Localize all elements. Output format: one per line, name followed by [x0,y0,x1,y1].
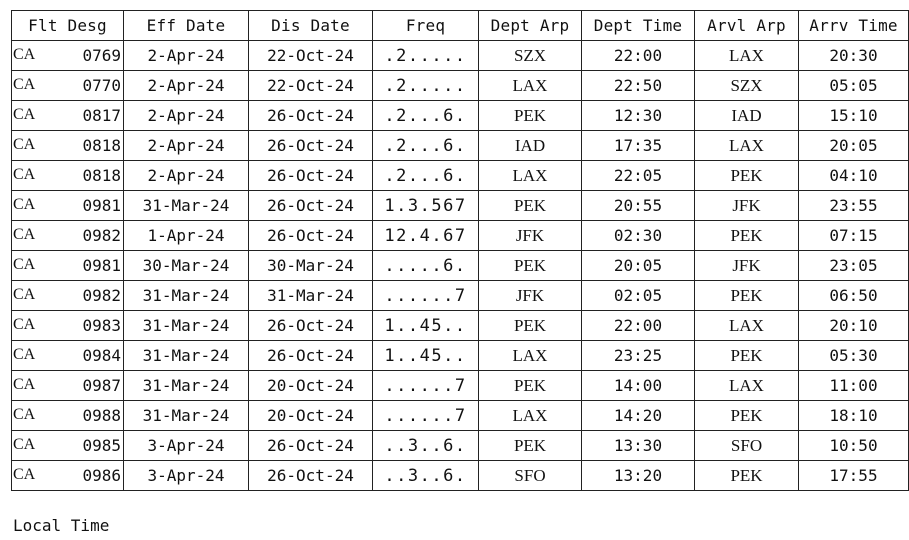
table-row [12,71,909,101]
flight-number: 0769 [82,46,121,65]
cell-arvl-arp: PEK [695,221,799,251]
table-row [12,101,909,131]
cell-arvl-arp: LAX [695,131,799,161]
carrier-code: CA [13,406,36,423]
flight-number: 0985 [82,436,121,455]
cell-dept-time: 14:00 [582,371,695,401]
cell-dept-arp: PEK [479,101,582,131]
cell-arvl-arp: SZX [695,71,799,101]
cell-dept-arp: SZX [479,41,582,71]
cell-arrv-time: 15:10 [799,101,909,131]
cell-dis-date: 26-Oct-24 [249,161,373,191]
cell-dis-date: 26-Oct-24 [249,431,373,461]
flight-number: 0817 [82,106,121,125]
flight-number: 0986 [82,466,121,485]
carrier-code: CA [13,466,36,483]
cell-arrv-time: 23:55 [799,191,909,221]
carrier-code: CA [13,196,36,213]
cell-dept-time: 13:20 [582,461,695,491]
cell-dept-time: 20:55 [582,191,695,221]
cell-arvl-arp: PEK [695,161,799,191]
cell-eff-date: 31-Mar-24 [124,341,249,371]
cell-freq: ..3..6. [373,431,479,461]
flight-number: 0984 [82,346,121,365]
flight-number: 0982 [82,286,121,305]
flight-number: 0988 [82,406,121,425]
flight-schedule-table [11,10,909,491]
cell-arrv-time: 04:10 [799,161,909,191]
cell-freq: ......7 [373,281,479,311]
cell-arvl-arp: LAX [695,41,799,71]
cell-arvl-arp: PEK [695,401,799,431]
cell-arvl-arp: JFK [695,251,799,281]
cell-dept-arp: LAX [479,401,582,431]
carrier-code: CA [13,376,36,393]
cell-eff-date: 31-Mar-24 [124,371,249,401]
header-freq: Freq [373,11,479,41]
flight-number: 0987 [82,376,121,395]
cell-freq: .2...6. [373,131,479,161]
cell-arrv-time: 06:50 [799,281,909,311]
cell-dept-time: 13:30 [582,431,695,461]
cell-dept-time: 20:05 [582,251,695,281]
cell-arvl-arp: PEK [695,281,799,311]
cell-arrv-time: 05:30 [799,341,909,371]
cell-freq: .2...6. [373,101,479,131]
cell-eff-date: 2-Apr-24 [124,161,249,191]
cell-freq: ......7 [373,401,479,431]
cell-eff-date: 31-Mar-24 [124,281,249,311]
cell-eff-date: 2-Apr-24 [124,131,249,161]
cell-dis-date: 26-Oct-24 [249,221,373,251]
cell-dept-arp: IAD [479,131,582,161]
flight-number: 0770 [82,76,121,95]
cell-freq: .2..... [373,41,479,71]
cell-freq: ..3..6. [373,461,479,491]
cell-dept-arp: JFK [479,281,582,311]
cell-freq: .....6. [373,251,479,281]
cell-dept-time: 02:05 [582,281,695,311]
cell-flt-desg [12,251,124,281]
cell-arrv-time: 05:05 [799,71,909,101]
header-eff-date: Eff Date [124,11,249,41]
cell-dis-date: 26-Oct-24 [249,341,373,371]
cell-dept-time: 22:00 [582,41,695,71]
cell-dept-arp: LAX [479,341,582,371]
cell-freq: .2..... [373,71,479,101]
cell-flt-desg [12,101,124,131]
table-row [12,41,909,71]
cell-eff-date: 2-Apr-24 [124,71,249,101]
cell-dept-time: 17:35 [582,131,695,161]
flight-number: 0818 [82,166,121,185]
cell-dept-arp: JFK [479,221,582,251]
cell-flt-desg [12,161,124,191]
cell-dis-date: 26-Oct-24 [249,191,373,221]
cell-arrv-time: 20:30 [799,41,909,71]
cell-dept-time: 12:30 [582,101,695,131]
cell-flt-desg [12,41,124,71]
cell-flt-desg [12,461,124,491]
cell-arvl-arp: LAX [695,371,799,401]
carrier-code: CA [13,76,36,93]
cell-dept-time: 22:00 [582,311,695,341]
cell-eff-date: 2-Apr-24 [124,101,249,131]
cell-flt-desg [12,311,124,341]
cell-eff-date: 1-Apr-24 [124,221,249,251]
cell-arrv-time: 20:05 [799,131,909,161]
carrier-code: CA [13,346,36,363]
cell-eff-date: 2-Apr-24 [124,41,249,71]
cell-flt-desg [12,71,124,101]
cell-arrv-time: 17:55 [799,461,909,491]
cell-dept-time: 22:50 [582,71,695,101]
cell-flt-desg [12,221,124,251]
cell-flt-desg [12,341,124,371]
table-row [12,341,909,371]
cell-eff-date: 3-Apr-24 [124,461,249,491]
cell-flt-desg [12,281,124,311]
cell-dis-date: 30-Mar-24 [249,251,373,281]
cell-arvl-arp: PEK [695,461,799,491]
cell-eff-date: 31-Mar-24 [124,401,249,431]
flight-number: 0983 [82,316,121,335]
cell-freq: .2...6. [373,161,479,191]
header-dept-time: Dept Time [582,11,695,41]
carrier-code: CA [13,46,36,63]
cell-dis-date: 20-Oct-24 [249,401,373,431]
cell-dept-arp: PEK [479,371,582,401]
carrier-code: CA [13,436,36,453]
flight-number: 0981 [82,196,121,215]
table-row [12,461,909,491]
cell-arrv-time: 23:05 [799,251,909,281]
cell-arvl-arp: LAX [695,311,799,341]
header-flt-desg: Flt Desg [12,11,124,41]
cell-dept-time: 22:05 [582,161,695,191]
table-row [12,431,909,461]
cell-arvl-arp: PEK [695,341,799,371]
cell-dis-date: 26-Oct-24 [249,461,373,491]
cell-dept-arp: LAX [479,161,582,191]
cell-dis-date: 26-Oct-24 [249,101,373,131]
flight-number: 0981 [82,256,121,275]
cell-dept-arp: PEK [479,311,582,341]
cell-eff-date: 30-Mar-24 [124,251,249,281]
cell-freq: ......7 [373,371,479,401]
table-row [12,131,909,161]
table-row [12,311,909,341]
cell-arvl-arp: JFK [695,191,799,221]
cell-dept-time: 02:30 [582,221,695,251]
carrier-code: CA [13,316,36,333]
cell-eff-date: 31-Mar-24 [124,191,249,221]
cell-dept-time: 14:20 [582,401,695,431]
cell-dis-date: 22-Oct-24 [249,41,373,71]
carrier-code: CA [13,256,36,273]
cell-eff-date: 3-Apr-24 [124,431,249,461]
cell-freq: 1..45.. [373,341,479,371]
table-row [12,221,909,251]
carrier-code: CA [13,136,36,153]
table-row [12,281,909,311]
cell-flt-desg [12,401,124,431]
carrier-code: CA [13,286,36,303]
cell-arrv-time: 20:10 [799,311,909,341]
table-header-row [12,11,909,41]
cell-eff-date: 31-Mar-24 [124,311,249,341]
cell-dept-arp: LAX [479,71,582,101]
flight-number: 0818 [82,136,121,155]
header-arrv-time: Arrv Time [799,11,909,41]
table-row [12,251,909,281]
cell-dis-date: 26-Oct-24 [249,311,373,341]
cell-freq: 12.4.67 [373,221,479,251]
cell-arrv-time: 11:00 [799,371,909,401]
cell-arrv-time: 18:10 [799,401,909,431]
cell-freq: 1.3.567 [373,191,479,221]
cell-arrv-time: 07:15 [799,221,909,251]
header-arvl-arp: Arvl Arp [695,11,799,41]
carrier-code: CA [13,106,36,123]
table-row [12,161,909,191]
carrier-code: CA [13,166,36,183]
cell-flt-desg [12,431,124,461]
header-dept-arp: Dept Arp [479,11,582,41]
cell-dept-arp: PEK [479,431,582,461]
cell-dis-date: 31-Mar-24 [249,281,373,311]
cell-arrv-time: 10:50 [799,431,909,461]
cell-arvl-arp: SFO [695,431,799,461]
carrier-code: CA [13,226,36,243]
local-time-note: Local Time [13,516,110,535]
flight-number: 0982 [82,226,121,245]
cell-dept-arp: PEK [479,191,582,221]
cell-dept-arp: SFO [479,461,582,491]
table-row [12,371,909,401]
cell-dept-time: 23:25 [582,341,695,371]
table-body [12,41,909,491]
cell-flt-desg [12,131,124,161]
cell-dis-date: 20-Oct-24 [249,371,373,401]
cell-flt-desg [12,371,124,401]
cell-dis-date: 22-Oct-24 [249,71,373,101]
cell-dept-arp: PEK [479,251,582,281]
cell-flt-desg [12,191,124,221]
table-row [12,401,909,431]
cell-dis-date: 26-Oct-24 [249,131,373,161]
cell-freq: 1..45.. [373,311,479,341]
table-row [12,191,909,221]
cell-arvl-arp: IAD [695,101,799,131]
header-dis-date: Dis Date [249,11,373,41]
